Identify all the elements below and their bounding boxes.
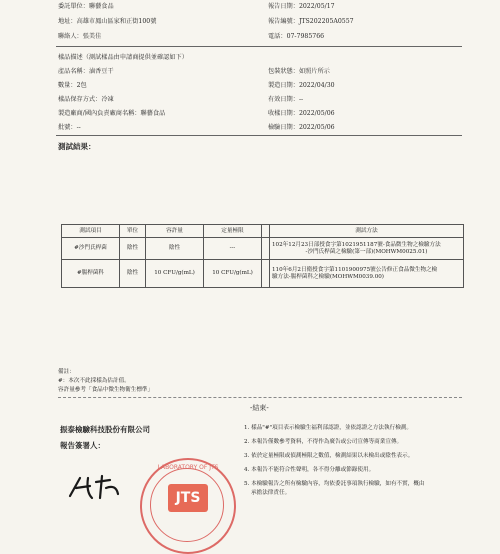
header-tolerance: 容許量 (146, 225, 204, 238)
test-date-value: 2022/05/06 (298, 124, 335, 131)
note-standard: 容許量參考「食品中微生物衛生標準」 (58, 387, 154, 393)
manufacturer-value: 聯藝食品 (140, 110, 166, 117)
report-number-label: 報告編號： (268, 18, 299, 25)
phone-label: 電話： (268, 33, 287, 40)
method-line: -沙門氏桿菌之檢驗(第一部)(MOHWM0025.01) (305, 248, 428, 255)
laboratory-seal (140, 458, 236, 554)
method-line: 驗方法-腸桿菌科之檢驗(MOHWM0039.00) (272, 273, 384, 280)
product-name-label: 產品名稱： (58, 68, 89, 75)
notes-divider (58, 397, 462, 398)
term-5-cont: 承擔法律責任。 (251, 490, 291, 496)
address-label: 地址： (58, 18, 77, 25)
table-row (62, 238, 464, 260)
storage-row (58, 96, 114, 104)
jts-logo: JTS (168, 484, 208, 512)
cell-unit: 陰性 (120, 260, 146, 288)
address-value: 高雄市鳳山區家和正街100號 (76, 18, 157, 25)
term-2: 2. 本報告僅數參考資料，不得作為廣告或公司宣傳等商業宣傳。 (244, 439, 403, 445)
cell-method (270, 238, 464, 260)
sample-divider (56, 135, 462, 136)
results-title: 測試結果： (58, 142, 96, 151)
product-name-row (58, 68, 114, 76)
manufacture-date-row (268, 82, 335, 90)
method-line: 102年12月23日部授食字第1021951187號-食品微生物之檢驗方法 (272, 241, 441, 248)
cell-unit: 陰性 (120, 238, 146, 260)
term-3: 3. 依於定量極限或偵測極限之數值，檢測結果以未檢出或陰性表示。 (244, 453, 414, 459)
storage-label: 樣品保存方式： (58, 96, 102, 103)
report-date-label: 報告日期： (268, 3, 299, 10)
cell-method (270, 260, 464, 288)
note-estimate: #：本次不此採樣為估計值。 (58, 378, 130, 384)
test-date-row (268, 124, 335, 132)
expiry-row (268, 96, 303, 104)
header-divider (56, 46, 462, 47)
quantity-label: 數量： (58, 82, 77, 89)
test-date-label: 檢驗日期： (268, 124, 299, 131)
contact-value: 張美佳 (82, 33, 102, 40)
quantity-value: 2包 (76, 82, 87, 89)
results-table (61, 224, 464, 288)
header-result (262, 225, 270, 238)
signer-label: 報告簽署人： (60, 441, 105, 450)
expiry-label: 有效日期： (268, 96, 299, 103)
phone-value: 07-7985766 (286, 33, 325, 40)
cell-tolerance: 陰性 (146, 238, 204, 260)
client-row (58, 3, 114, 11)
batch-row (58, 124, 81, 132)
packaging-row (268, 68, 330, 76)
received-date-label: 收樣日期： (268, 110, 299, 117)
report-number-value: JTS202205A0557 (298, 18, 354, 25)
phone-row (268, 33, 324, 41)
storage-value: 冷凍 (101, 96, 114, 103)
company-name: 振泰檢驗科技股份有限公司 (60, 425, 150, 434)
term-5: 5. 本檢驗報告之所有檢驗內容，均依委託事項執行檢驗，如有不實，概由 (244, 481, 425, 487)
batch-label: 批號： (58, 124, 77, 131)
packaging-label: 包裝狀態： (268, 68, 299, 75)
table-header-row (62, 225, 464, 238)
method-line: 110年6月2日衛授食字第1101900975號公告修正食品微生物之檢 (272, 266, 438, 273)
end-marker: -結束- (250, 404, 269, 412)
quantity-row (58, 82, 87, 90)
term-4: 4. 本報告不能符合性聲明，各不得分離或節錄使用。 (244, 467, 375, 473)
report-number-row (268, 18, 354, 26)
report-date-row (268, 3, 335, 11)
remark-label: 備註： (58, 369, 75, 375)
header-method: 測試方法 (270, 225, 464, 238)
cell-item: #腸桿菌科 (62, 260, 120, 288)
received-date-value: 2022/05/06 (298, 110, 335, 117)
header-loq: 定量極限 (204, 225, 262, 238)
product-name-value: 滷香豆干 (88, 68, 114, 75)
batch-value: -- (76, 124, 81, 131)
manufacturer-label: 製造廠商/國內負責廠商名稱： (58, 110, 141, 117)
client-value: 聯藝食品 (88, 3, 114, 10)
expiry-value: -- (298, 96, 304, 103)
table-row (62, 260, 464, 288)
client-label: 委託單位： (58, 3, 89, 10)
cell-result (262, 260, 270, 288)
received-date-row (268, 110, 335, 118)
term-1: 1. 樣品"#"項目表示檢驗生福利部認證，並依認證之方法執行檢測。 (244, 425, 412, 431)
report-date-value: 2022/05/17 (298, 3, 335, 10)
manufacture-date-label: 製造日期： (268, 82, 299, 89)
address-row (58, 18, 156, 26)
contact-label: 聯絡人： (58, 33, 83, 40)
cell-result (262, 238, 270, 260)
seal-text: LABORATORY OF JTS (157, 464, 219, 471)
manufacture-date-value: 2022/04/30 (298, 82, 335, 89)
manufacturer-row (58, 110, 165, 118)
packaging-value: 如照片所示 (298, 68, 330, 75)
contact-row (58, 33, 101, 41)
cell-tolerance: 10 CFU/g(mL) (146, 260, 204, 288)
cell-loq: --- (204, 238, 262, 260)
header-unit: 單位 (120, 225, 146, 238)
cell-item: #沙門氏桿菌 (62, 238, 120, 260)
header-test-item: 測試項目 (62, 225, 120, 238)
cell-loq: 10 CFU/g(mL) (204, 260, 262, 288)
handwritten-signature (66, 474, 126, 500)
sample-section-title: 樣品描述（測試樣品由申請商提供並確認如下） (58, 54, 188, 61)
